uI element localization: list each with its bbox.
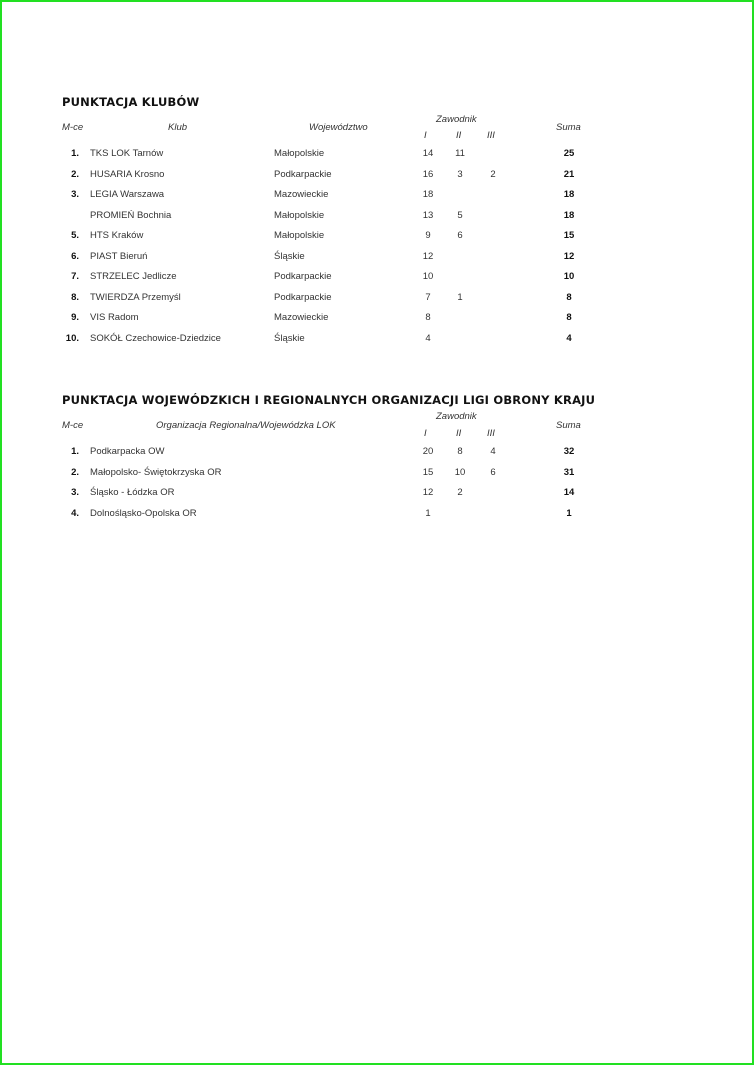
rank-cell: 1.: [71, 446, 79, 457]
name-cell: LEGIA Warszawa: [90, 189, 165, 200]
place-i-cell: 9: [425, 230, 431, 241]
rank-header: M-ce: [62, 122, 84, 133]
name-cell: VIS Radom: [90, 312, 139, 323]
name-cell: Małopolsko- Świętokrzyska OR: [90, 466, 222, 478]
table-row: [62, 189, 662, 205]
place-ii-cell: 11: [455, 148, 465, 159]
name-cell: HUSARIA Krosno: [90, 168, 165, 180]
table-row: [62, 148, 662, 164]
org-sum-header: Suma: [556, 420, 581, 431]
sum-cell: 32: [563, 446, 575, 457]
place-ii-cell: 8: [457, 446, 463, 457]
region-cell: Podkarpackie: [274, 291, 332, 303]
organizations-title: PUNKTACJA WOJEWÓDZKICH I REGIONALNYCH ORGANIZACJI LIGI OBRONY KRAJU: [62, 393, 596, 407]
sum-cell: 15: [563, 230, 575, 241]
region-cell: Śląskie: [274, 250, 305, 262]
competitor-header: Zawodnik: [436, 114, 477, 125]
table-row: [62, 169, 662, 185]
name-cell: STRZELEC Jedlicze: [90, 271, 177, 282]
region-header: Województwo: [309, 122, 368, 133]
place-i-cell: 8: [425, 312, 431, 323]
rank-cell: 3.: [71, 487, 79, 498]
place-i-cell: 16: [422, 168, 434, 180]
name-cell: Śląsko - Łódzka OR: [90, 487, 175, 498]
region-cell: Mazowieckie: [274, 189, 329, 200]
table-row: [62, 312, 662, 328]
place-ii-cell: 5: [457, 209, 463, 221]
org-competitor-header: Zawodnik: [436, 411, 477, 422]
clubs-title: PUNKTACJA KLUBÓW: [62, 95, 200, 109]
rank-cell: 6.: [71, 250, 79, 262]
place-ii-cell: 6: [457, 230, 463, 241]
region-cell: Małopolskie: [274, 230, 325, 241]
rank-cell: 8.: [71, 291, 79, 303]
table-row: [62, 467, 662, 483]
sum-cell: 12: [563, 250, 575, 262]
region-cell: Małopolskie: [274, 148, 325, 159]
place-ii-cell: 2: [457, 487, 463, 498]
sum-cell: 14: [563, 487, 575, 498]
place-ii-header: II: [456, 130, 462, 141]
region-cell: Podkarpackie: [274, 271, 332, 282]
place-i-header: I: [424, 130, 427, 141]
place-i-cell: 18: [422, 189, 434, 200]
sum-header: Suma: [556, 122, 581, 133]
place-i-cell: 12: [422, 487, 434, 498]
place-iii-header: III: [487, 130, 495, 141]
place-i-cell: 4: [425, 332, 431, 344]
name-cell: Podkarpacka OW: [90, 446, 165, 457]
name-cell: PIAST Bieruń: [90, 250, 148, 262]
sum-cell: 18: [563, 189, 575, 200]
place-i-cell: 13: [422, 209, 434, 221]
table-row: [62, 508, 662, 524]
sum-cell: 4: [566, 332, 572, 344]
rank-cell: 2.: [71, 168, 79, 180]
place-i-cell: 1: [425, 507, 431, 519]
sum-cell: 8: [566, 312, 572, 323]
name-cell: SOKÓŁ Czechowice-Dziedzice: [90, 332, 221, 344]
region-cell: Śląskie: [274, 332, 305, 344]
rank-cell: 2.: [71, 466, 79, 478]
region-cell: Mazowieckie: [274, 312, 329, 323]
place-i-cell: 7: [425, 291, 431, 303]
place-ii-cell: 1: [457, 291, 463, 303]
place-i-cell: 10: [422, 271, 434, 282]
org-rank-header: M-ce: [62, 420, 84, 431]
name-cell: TWIERDZA Przemyśl: [90, 291, 181, 303]
sum-cell: 1: [566, 507, 572, 519]
region-cell: Małopolskie: [274, 209, 325, 221]
sum-cell: 18: [563, 209, 575, 221]
place-iii-cell: 2: [490, 168, 496, 180]
rank-cell: 5.: [71, 230, 79, 241]
sum-cell: 31: [563, 466, 575, 478]
table-row: [62, 230, 662, 246]
name-cell: Dolnośląsko-Opolska OR: [90, 507, 197, 519]
place-i-cell: 14: [422, 148, 434, 159]
sum-cell: 25: [563, 148, 575, 159]
name-cell: TKS LOK Tarnów: [90, 148, 164, 159]
table-row: [62, 210, 662, 226]
table-row: [62, 487, 662, 503]
place-iii-cell: 6: [490, 466, 496, 478]
club-header: Klub: [168, 122, 188, 133]
rank-cell: 4.: [71, 507, 79, 519]
rank-cell: 3.: [71, 189, 79, 200]
rank-cell: 1.: [71, 148, 79, 159]
table-row: [62, 292, 662, 308]
place-i-cell: 20: [422, 446, 434, 457]
table-row: [62, 271, 662, 287]
org-name-header: Organizacja Regionalna/Wojewódzka LOK: [156, 420, 336, 431]
rank-cell: 9.: [71, 312, 79, 323]
org-place-iii-header: III: [487, 428, 495, 439]
table-row: [62, 446, 662, 462]
place-iii-cell: 4: [490, 446, 496, 457]
sum-cell: 10: [563, 271, 575, 282]
org-place-i-header: I: [424, 428, 427, 439]
name-cell: PROMIEŃ Bochnia: [90, 209, 172, 221]
place-ii-cell: 10: [454, 466, 466, 478]
rank-cell: 10.: [65, 332, 79, 344]
sum-cell: 8: [566, 291, 572, 303]
place-i-cell: 12: [422, 250, 434, 262]
name-cell: HTS Kraków: [90, 230, 144, 241]
place-i-cell: 15: [422, 466, 434, 478]
org-place-ii-header: II: [456, 428, 462, 439]
place-ii-cell: 3: [457, 168, 463, 180]
region-cell: Podkarpackie: [274, 168, 332, 180]
table-row: [62, 333, 662, 349]
rank-cell: 7.: [71, 271, 79, 282]
table-row: [62, 251, 662, 267]
sum-cell: 21: [563, 168, 575, 180]
